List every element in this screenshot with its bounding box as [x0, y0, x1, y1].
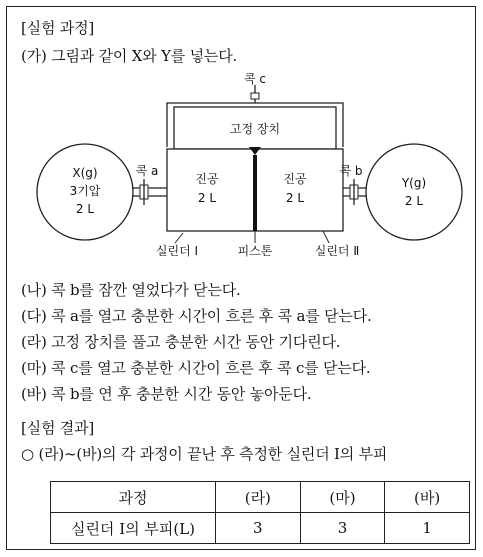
cock-b-label: 콕 b — [339, 164, 363, 178]
cock-c-label: 콕 c — [243, 72, 267, 86]
header-ma: (마) — [300, 482, 385, 513]
header-process: 과정 — [51, 482, 216, 513]
step-ma: (마) 콕 c를 열고 충분한 시간이 흐른 후 콕 c를 닫는다. — [21, 359, 371, 377]
piston-rod — [253, 155, 257, 231]
table-header-row — [51, 482, 470, 513]
value-ba: 1 — [385, 513, 470, 544]
header-ba: (바) — [385, 482, 470, 513]
flask-y — [366, 144, 462, 240]
flask-y-name: Y(g) — [401, 176, 427, 190]
step-ra: (라) 고정 장치를 풀고 충분한 시간 동안 기다린다. — [21, 333, 341, 351]
header-ra: (라) — [216, 482, 301, 513]
step-na: (나) 콕 b를 잠깐 열었다가 닫는다. — [21, 281, 241, 299]
cylinder-1-label: 실린더 Ⅰ — [155, 244, 199, 258]
value-ra: 3 — [216, 513, 301, 544]
flask-x-volume: 2 L — [75, 202, 95, 216]
flask-x-name: X(g) — [72, 166, 98, 180]
problem-frame — [6, 6, 476, 550]
left-chamber-label: 진공 — [195, 172, 219, 186]
cylinder-2-label: 실린더 Ⅱ — [314, 244, 360, 258]
step-ba: (바) 콕 b를 연 후 충분한 시간 동안 놓아둔다. — [21, 385, 312, 403]
row-label: 실린더 Ⅰ의 부피(L) — [51, 513, 216, 544]
right-chamber-volume: 2 L — [285, 191, 305, 205]
results-table — [50, 481, 470, 544]
cock-c-icon — [251, 93, 259, 99]
table-row — [51, 513, 470, 544]
procedure-heading: [실험 과정] — [21, 19, 95, 37]
results-note: ○ (라)~(바)의 각 과정이 끝난 후 측정한 실린더 Ⅰ의 부피 — [21, 445, 388, 463]
left-chamber-volume: 2 L — [197, 191, 217, 205]
cock-a-label: 콕 a — [135, 164, 159, 178]
right-chamber-label: 진공 — [283, 172, 307, 186]
step-ga: (가) 그림과 같이 X와 Y를 넣는다. — [21, 47, 238, 65]
apparatus-diagram — [7, 7, 477, 277]
flask-x-pressure: 3기압 — [69, 184, 101, 198]
value-ma: 3 — [300, 513, 385, 544]
piston-label: 피스톤 — [237, 244, 273, 258]
results-heading: [실험 결과] — [21, 419, 95, 437]
flask-y-volume: 2 L — [404, 194, 424, 208]
step-da: (다) 콕 a를 열고 충분한 시간이 흐른 후 콕 a를 닫는다. — [21, 307, 372, 325]
fixing-device-label: 고정 장치 — [229, 122, 281, 136]
